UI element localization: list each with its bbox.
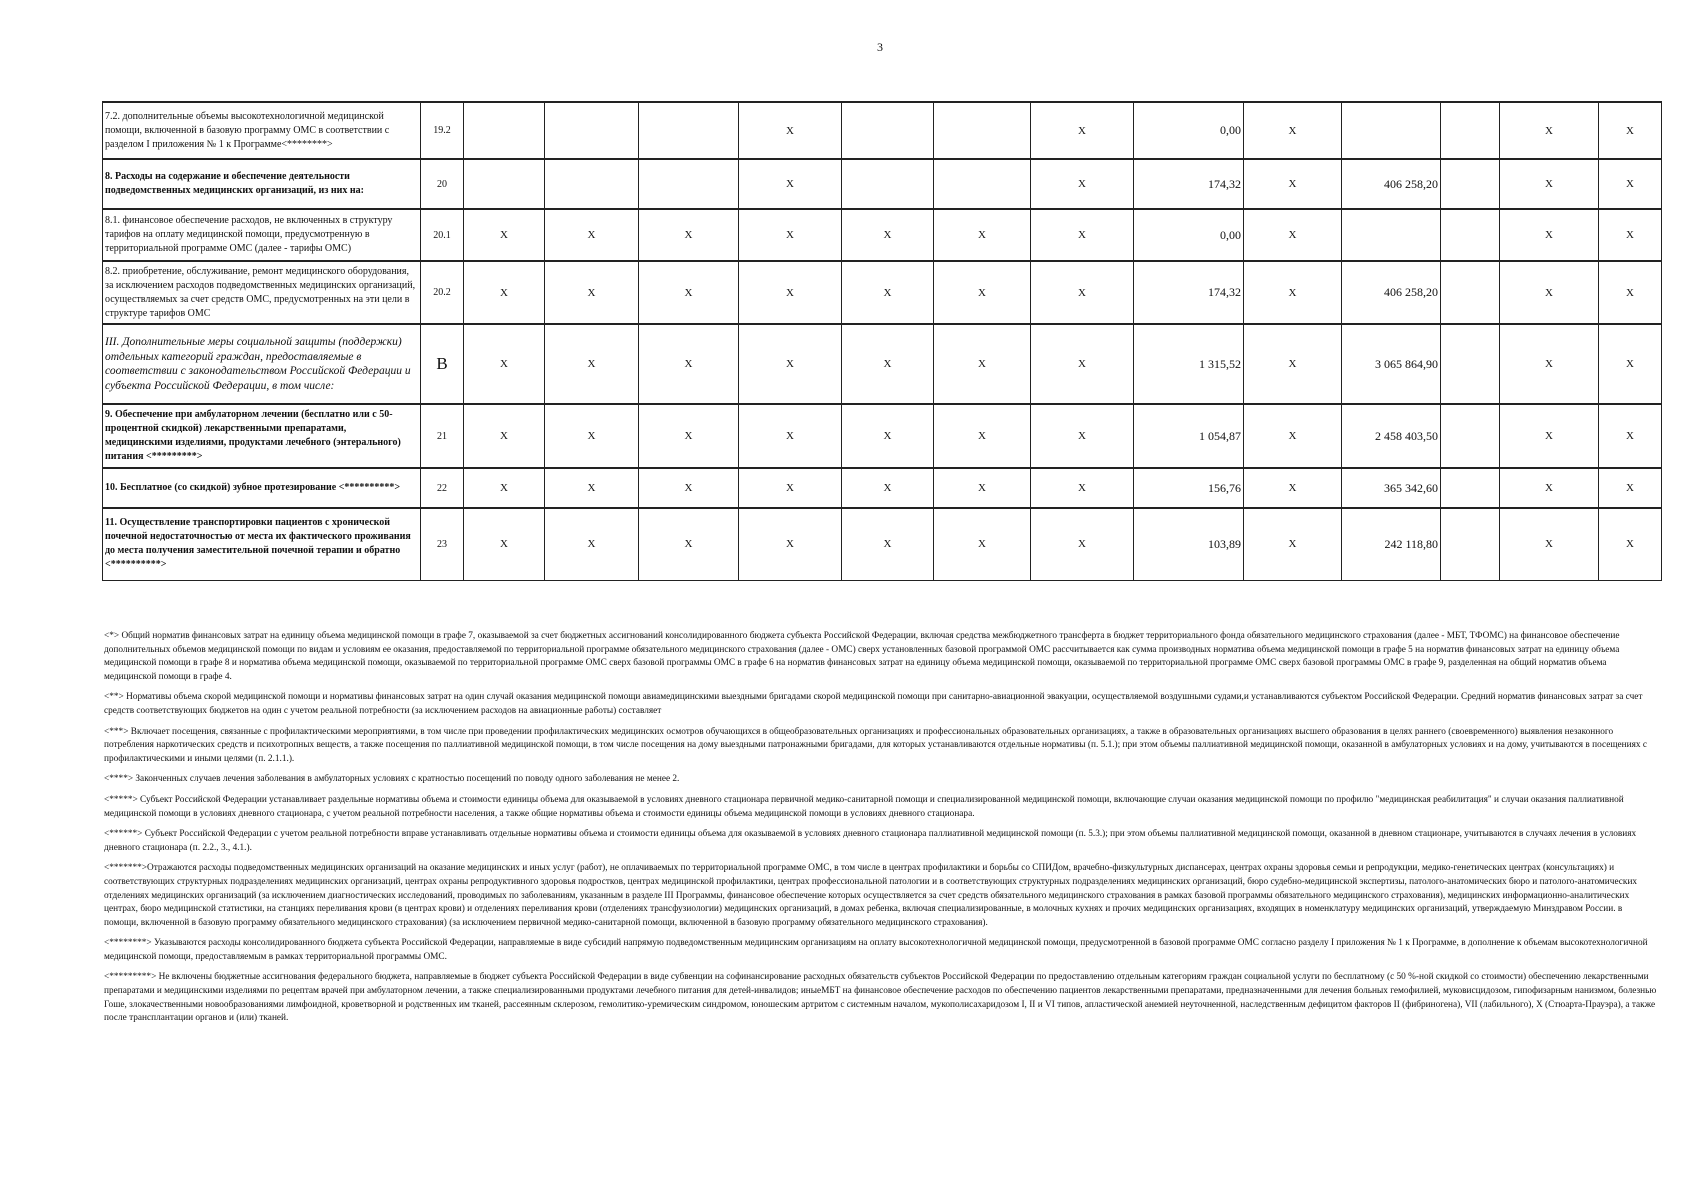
value-cell: 406 258,20 bbox=[1342, 159, 1441, 209]
mark-cell: X bbox=[1599, 159, 1662, 209]
mark-cell: X bbox=[739, 159, 842, 209]
mark-cell bbox=[1441, 508, 1500, 580]
value-cell bbox=[1342, 102, 1441, 159]
mark-cell: X bbox=[1500, 404, 1599, 468]
mark-cell: X bbox=[739, 468, 842, 508]
mark-cell: X bbox=[842, 508, 934, 580]
mark-cell: X bbox=[842, 261, 934, 324]
mark-cell: X bbox=[739, 404, 842, 468]
mark-cell: X bbox=[545, 324, 639, 404]
value-cell: 3 065 864,90 bbox=[1342, 324, 1441, 404]
mark-cell: X bbox=[1244, 508, 1342, 580]
mark-cell: X bbox=[934, 508, 1031, 580]
footnote: <******> Субъект Российской Федерации с учетом реальной потребности вправе устанавливать отдельные нормативы объема и стоимости единицы объема для оказываемой в условиях дневного стационара паллиативной медицинской помощи (п. 5.3.); при этом объемы паллиативной медицинской помощи, оказанной в дневном стационаре, учитываются в случаях лечения в условиях дневного стационара (п. 2.2., 3., 4.1.). bbox=[104, 829, 1637, 853]
table-row bbox=[103, 324, 1662, 404]
mark-cell bbox=[1441, 102, 1500, 159]
value-cell: 406 258,20 bbox=[1342, 261, 1441, 324]
mark-cell: X bbox=[842, 404, 934, 468]
row-name: 8.2. приобретение, обслуживание, ремонт медицинского оборудования, за исключением расходов подведомственных медицинских организаций, осуществляемых за счет средств ОМС, предусмотренных на эти цели в структуре тарифов ОМС bbox=[103, 261, 421, 324]
mark-cell: X bbox=[1500, 159, 1599, 209]
footnote: <********> Указываются расходы консолидированного бюджета субъекта Российской Федерации, направляемые в виде субсидий напрямую подведомственным медицинским организациям на оплату высокотехнологичной медицинской помощи, предусмотренной в базовой программе ОМС согласно разделу I приложения № 1 к Программе, в дополнение к объемам высокотехнологичной медицинской помощи, предоставляемым в рамках территориальной программы ОМС. bbox=[104, 938, 1648, 962]
mark-cell: X bbox=[639, 209, 739, 261]
mark-cell: X bbox=[1500, 324, 1599, 404]
mark-cell: X bbox=[639, 508, 739, 580]
value-cell: 2 458 403,50 bbox=[1342, 404, 1441, 468]
row-name: 11. Осуществление транспортировки пациентов с хронической почечной недостаточностью от места их фактического проживания до места получения заместительной почечной терапии и обратно <**********> bbox=[103, 508, 421, 580]
mark-cell: X bbox=[1599, 468, 1662, 508]
footnote: <***> Включает посещения, связанные с профилактическими мероприятиями, в том числе при проведении профилактических медицинских осмотров обучающихся в общеобразовательных организациях и профессиональных образовательных организациях, а также в образовательных организациях высшего образования в целях раннего (своевременного) выявления незаконного потребления наркотических средств и психотропных веществ, а также посещения по паллиативной медицинской помощи, в том числе посещения на дому выездными патронажными бригадами, для которых устанавливаются отдельные нормативы (п. 5.1.); при этом объемы паллиативной медицинской помощи, оказанной в амбулаторных условиях и на дому, учитываются в посещениях с профилактическими и иными целями (п. 2.1.1.). bbox=[104, 726, 1647, 764]
mark-cell: X bbox=[1031, 102, 1134, 159]
mark-cell: X bbox=[934, 324, 1031, 404]
data-table bbox=[102, 101, 1662, 581]
mark-cell: X bbox=[545, 508, 639, 580]
mark-cell: X bbox=[739, 324, 842, 404]
mark-cell: X bbox=[639, 404, 739, 468]
mark-cell: X bbox=[934, 404, 1031, 468]
mark-cell: X bbox=[1031, 159, 1134, 209]
mark-cell: X bbox=[842, 209, 934, 261]
mark-cell: X bbox=[739, 508, 842, 580]
row-name: 9. Обеспечение при амбулаторном лечении (бесплатно или с 50-процентной скидкой) лекарственными препаратами, медицинскими изделиями, продуктами лечебного (энтерального) питания <*********> bbox=[103, 404, 421, 468]
table-row bbox=[103, 102, 1662, 159]
table-row bbox=[103, 159, 1662, 209]
mark-cell: X bbox=[1599, 404, 1662, 468]
value-cell: 156,76 bbox=[1134, 468, 1244, 508]
mark-cell bbox=[639, 102, 739, 159]
mark-cell: X bbox=[1031, 324, 1134, 404]
value-cell: 0,00 bbox=[1134, 102, 1244, 159]
mark-cell: X bbox=[464, 324, 545, 404]
mark-cell: X bbox=[1244, 261, 1342, 324]
table-row bbox=[103, 468, 1662, 508]
mark-cell: X bbox=[545, 404, 639, 468]
mark-cell bbox=[1441, 468, 1500, 508]
row-code: 20.1 bbox=[421, 209, 464, 261]
mark-cell: X bbox=[1500, 209, 1599, 261]
mark-cell bbox=[1441, 404, 1500, 468]
mark-cell: X bbox=[1244, 404, 1342, 468]
row-name: 10. Бесплатное (со скидкой) зубное протезирование <**********> bbox=[103, 468, 421, 508]
mark-cell: X bbox=[1244, 324, 1342, 404]
mark-cell: X bbox=[1031, 508, 1134, 580]
mark-cell bbox=[545, 102, 639, 159]
mark-cell: X bbox=[934, 468, 1031, 508]
mark-cell: X bbox=[1244, 468, 1342, 508]
footnotes bbox=[104, 630, 1659, 1033]
footnote: <*****> Субъект Российской Федерации устанавливает раздельные нормативы объема и стоимости единицы объема для оказываемой в условиях дневного стационара первичной медико-санитарной помощи и специализированной медицинской помощи, включающие случаи оказания медицинской помощи по профилю "медицинская реабилитация" и случаи оказания паллиативной медицинской помощи в условиях дневного стационара, с учетом реальной потребности населения, а также общие нормативы объема и стоимости единицы объема медицинской помощи в условиях дневного стационара. bbox=[104, 794, 1624, 819]
mark-cell: X bbox=[1031, 209, 1134, 261]
mark-cell: X bbox=[739, 209, 842, 261]
value-cell: 1 054,87 bbox=[1134, 404, 1244, 468]
mark-cell: X bbox=[464, 404, 545, 468]
value-cell: 365 342,60 bbox=[1342, 468, 1441, 508]
mark-cell: X bbox=[1500, 508, 1599, 580]
row-code: B bbox=[421, 324, 464, 404]
mark-cell: X bbox=[639, 261, 739, 324]
mark-cell: X bbox=[545, 261, 639, 324]
row-code: 22 bbox=[421, 468, 464, 508]
mark-cell: X bbox=[464, 261, 545, 324]
table-row bbox=[103, 209, 1662, 261]
mark-cell: X bbox=[1244, 159, 1342, 209]
mark-cell: X bbox=[1031, 261, 1134, 324]
value-cell: 174,32 bbox=[1134, 159, 1244, 209]
value-cell: 103,89 bbox=[1134, 508, 1244, 580]
mark-cell: X bbox=[1599, 324, 1662, 404]
row-code: 21 bbox=[421, 404, 464, 468]
mark-cell: X bbox=[934, 261, 1031, 324]
value-cell: 242 118,80 bbox=[1342, 508, 1441, 580]
mark-cell: X bbox=[1031, 404, 1134, 468]
footnote: <*> Общий норматив финансовых затрат на единицу объема медицинской помощи в графе 7, оказываемой за счет бюджетных ассигнований консолидированного бюджета субъекта Российской Федерации, включая средства межбюджетного трансферта в бюджет территориального фонда обязательного медицинского страхования (далее - МБТ, ТФОМС) на финансовое обеспечение дополнительных объемов медицинской помощи по видам и условиям ее оказания, предоставляемой по территориальной программе обязательного медицинского страхования (далее - ОМС) сверх установленных базовой программой ОМС рассчитывается как сумма производных норматива объема медицинской помощи в графе 5 на норматив финансовых затрат на единицу объема медицинской помощи в графе 8 и норматива объема медицинской помощи, оказываемой по территориальной программе ОМС сверх базовой программы ОМС в графе 6 на норматив финансовых затрат на единицу объема медицинской помощи, оказываемой по территориальной программе ОМС сверх базовой программы ОМС в графе 9, разделенная на общий норматив объема медицинской помощи в графе 4. bbox=[104, 631, 1620, 682]
mark-cell: X bbox=[545, 209, 639, 261]
mark-cell: X bbox=[464, 468, 545, 508]
mark-cell: X bbox=[1244, 209, 1342, 261]
mark-cell: X bbox=[639, 324, 739, 404]
mark-cell bbox=[464, 159, 545, 209]
mark-cell: X bbox=[464, 508, 545, 580]
mark-cell bbox=[934, 159, 1031, 209]
mark-cell: X bbox=[1244, 102, 1342, 159]
row-name: 7.2. дополнительные объемы высокотехнологичной медицинской помощи, включенной в базовую программу ОМС в соответствии с разделом I приложения № 1 к Программе<********> bbox=[103, 102, 421, 159]
mark-cell: X bbox=[1500, 261, 1599, 324]
mark-cell bbox=[842, 159, 934, 209]
mark-cell: X bbox=[1599, 209, 1662, 261]
footnote: <*********> Не включены бюджетные ассигнования федерального бюджета, направляемые в бюджет субъекта Российской Федерации в виде субвенции на софинансирование расходных обязательств субъектов Российской Федерации по предоставлению отдельным категориям граждан социальной услуги по бесплатному (с 50 %-ной скидкой со стоимости) обеспечению лекарственными препаратами и медицинскими изделиями по рецептам врачей при амбулаторном лечении, а также специализированными продуктами лечебного питания для детей-инвалидов; иныеМБТ на финансовое обеспечение расходов по обеспечению пациентов лекарственными препаратами, предназначенными для лечения больных гемофилией, муковисцидозом, гипофизарным нанизмом, болезнью Гоше, злокачественными новообразованиями лимфоидной, кроветворной и родственных им тканей, рассеянным склерозом, гемолитико-уремическим синдромом, юношеским артритом с системным началом, мукополисахаридозом I, II и VI типов, апластической анемией неуточненной, наследственным дефицитом факторов II (фибриногена), VII (лабильного), X (Стюарта-Прауэра), а также после трансплантации органов и (или) тканей. bbox=[104, 972, 1657, 1024]
table-row bbox=[103, 404, 1662, 468]
row-code: 23 bbox=[421, 508, 464, 580]
mark-cell bbox=[639, 159, 739, 209]
mark-cell bbox=[934, 102, 1031, 159]
row-code: 19.2 bbox=[421, 102, 464, 159]
row-name: III. Дополнительные меры социальной защиты (поддержки) отдельных категорий граждан, предоставляемые в соответствии с законодательством Российской Федерации и субъекта Российской Федерации, в том числе: bbox=[103, 324, 421, 404]
mark-cell: X bbox=[842, 324, 934, 404]
mark-cell: X bbox=[739, 261, 842, 324]
mark-cell: X bbox=[464, 209, 545, 261]
mark-cell: X bbox=[1599, 102, 1662, 159]
mark-cell: X bbox=[545, 468, 639, 508]
mark-cell: X bbox=[1500, 102, 1599, 159]
mark-cell: X bbox=[934, 209, 1031, 261]
row-code: 20.2 bbox=[421, 261, 464, 324]
mark-cell: X bbox=[739, 102, 842, 159]
value-cell: 1 315,52 bbox=[1134, 324, 1244, 404]
value-cell bbox=[1342, 209, 1441, 261]
row-code: 20 bbox=[421, 159, 464, 209]
footnote: <****> Законченных случаев лечения заболевания в амбулаторных условиях с кратностью посещений по поводу одного заболевания не менее 2. bbox=[104, 774, 680, 785]
mark-cell: X bbox=[1599, 508, 1662, 580]
mark-cell: X bbox=[1500, 468, 1599, 508]
footnote: <**> Нормативы объема скорой медицинской помощи и нормативы финансовых затрат на один случай оказания медицинской помощи авиамедицинскими выездными бригадами скорой медицинской помощи при санитарно-авиационной эвакуации, осуществляемой воздушными судами,и устанавливаются субъектом Российской Федерации. Средний норматив финансовых затрат за счет средств соответствующих бюджетов на один с учетом реальной потребности (за исключением расходов на авиационные работы) составляет bbox=[104, 692, 1643, 716]
mark-cell bbox=[545, 159, 639, 209]
mark-cell bbox=[842, 102, 934, 159]
row-name: 8.1. финансовое обеспечение расходов, не включенных в структуру тарифов на оплату медицинской помощи, предусмотренную в территориальной программе ОМС (далее - тарифы ОМС) bbox=[103, 209, 421, 261]
footnote: <*******>Отражаются расходы подведомственных медицинских организаций на оказание медицинских и иных услуг (работ), не оплачиваемых по территориальной программе ОМС, в том числе в центрах профилактики и борьбы со СПИДом, врачебно-физкультурных диспансерах, центрах охраны здоровья семьи и репродукции, медико-генетических центрах (консультациях) и соответствующих структурных подразделениях медицинских организаций, центрах охраны репродуктивного здоровья подростков, центрах медицинской профилактики, центрах профессиональной патологии и в соответствующих структурных подразделениях медицинских организаций, бюро судебно-медицинской экспертизы, патолого-анатомических бюро и патолого-анатомических отделениях медицинских организаций (за исключением диагностических исследований, проводимых по заболеваниям, указанным в разделе III Программы, финансовое обеспечение которых осуществляется за счет средств обязательного медицинского страхования в рамках базовой программы обязательного медицинского страхования), медицинских информационно-аналитических центрах, бюро медицинской статистики, на станциях переливания крови (в центрах крови) и отделениях переливания крови (отделениях трансфузиологии) медицинских организаций, в домах ребенка, включая специализированные, в молочных кухнях и прочих медицинских организациях, входящих в номенклатуру медицинских организаций, утверждаемую Минздравом России. в помощи, включенной в базовую программу обязательного медицинского страхования) (за исключением первичной медико-санитарной помощи, включенной в базовую программу обязательного медицинского страхования). bbox=[104, 863, 1638, 928]
value-cell: 174,32 bbox=[1134, 261, 1244, 324]
mark-cell bbox=[1441, 209, 1500, 261]
mark-cell bbox=[464, 102, 545, 159]
value-cell: 0,00 bbox=[1134, 209, 1244, 261]
table-row bbox=[103, 508, 1662, 580]
mark-cell: X bbox=[1599, 261, 1662, 324]
mark-cell bbox=[1441, 159, 1500, 209]
mark-cell: X bbox=[842, 468, 934, 508]
table-row bbox=[103, 261, 1662, 324]
page-number: 3 bbox=[877, 40, 883, 54]
mark-cell bbox=[1441, 261, 1500, 324]
row-name: 8. Расходы на содержание и обеспечение деятельности подведомственных медицинских организаций, из них на: bbox=[103, 159, 421, 209]
mark-cell bbox=[1441, 324, 1500, 404]
mark-cell: X bbox=[1031, 468, 1134, 508]
mark-cell: X bbox=[639, 468, 739, 508]
